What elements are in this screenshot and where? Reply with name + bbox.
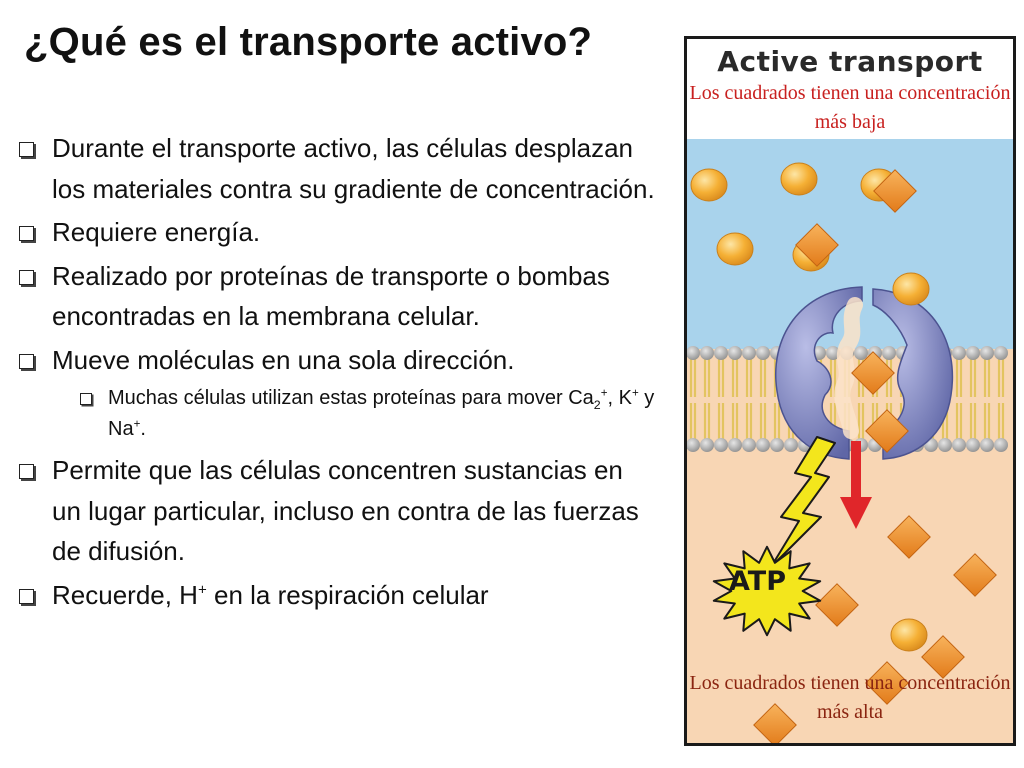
checkbox-bullet-icon	[19, 589, 34, 604]
lipid-head	[966, 438, 980, 452]
lipid-head	[952, 438, 966, 452]
bullet-item	[16, 340, 656, 381]
solute-circle	[893, 273, 929, 305]
checkbox-bullet-icon	[19, 142, 34, 157]
sub-bullet-text: Muchas células utilizan estas proteínas para mover $Ca_2^+$, K+ y Na+.	[108, 386, 655, 440]
bullet-item	[16, 128, 656, 209]
diagram-drawing	[687, 39, 1013, 743]
solute-circle	[891, 619, 927, 651]
bullet-text: Recuerde, H+ en la respiración celular	[52, 579, 489, 610]
checkbox-bullet-icon	[80, 393, 92, 405]
lipid-head	[784, 438, 798, 452]
lipid-head	[770, 438, 784, 452]
lipid-head	[714, 438, 728, 452]
bullet-list	[16, 128, 656, 618]
page-title: ¿Qué es el transporte activo?	[24, 20, 593, 64]
lipid-head	[966, 346, 980, 360]
lipid-head	[882, 346, 896, 360]
lipid-head	[756, 438, 770, 452]
lipid-head	[980, 346, 994, 360]
lipid-head	[994, 438, 1008, 452]
arrow-shaft	[851, 441, 861, 501]
atp-label: ATP	[729, 566, 787, 597]
bullet-item	[16, 575, 656, 616]
bullet-item	[16, 256, 656, 337]
protein-channel	[842, 305, 855, 431]
checkbox-bullet-icon	[19, 270, 34, 285]
lipid-head	[742, 346, 756, 360]
bullet-item	[16, 450, 656, 572]
bullet-item	[16, 212, 656, 253]
lipid-head	[756, 346, 770, 360]
bullet-text: Realizado por proteínas de transporte o bombas encontradas en la membrana celular.	[52, 260, 610, 331]
lipid-head	[854, 346, 868, 360]
lipid-head	[700, 346, 714, 360]
solute-circle	[717, 233, 753, 265]
lipid-head	[980, 438, 994, 452]
bullet-text: Requiere energía.	[52, 217, 261, 247]
lipid-head	[700, 438, 714, 452]
lipid-head	[742, 438, 756, 452]
lipid-head	[728, 438, 742, 452]
bullet-text: Permite que las células concentren sustancias en un lugar particular, incluso en contra de las fuerzas de difusión.	[52, 455, 639, 566]
bullet-text: Durante el transporte activo, las células desplazan los materiales contra su gradiente de concentración.	[52, 133, 655, 204]
lipid-head	[728, 346, 742, 360]
checkbox-bullet-icon	[19, 464, 34, 479]
bottom-concentration-label: Los cuadrados tienen una concentración más alta	[689, 672, 1011, 723]
lipid-head	[952, 346, 966, 360]
checkbox-bullet-icon	[19, 354, 34, 369]
lipid-head	[714, 346, 728, 360]
checkbox-bullet-icon	[19, 226, 34, 241]
solute-circle	[781, 163, 817, 195]
lipid-head	[938, 438, 952, 452]
diagram-heading: Active transport	[717, 45, 983, 78]
lipid-head	[994, 346, 1008, 360]
bullet-text: Mueve moléculas en una sola dirección.	[52, 344, 515, 375]
sub-bullet-item	[16, 383, 656, 445]
top-concentration-label: Los cuadrados tienen una concentración más baja	[689, 82, 1011, 133]
active-transport-diagram	[684, 36, 1016, 746]
solute-circle	[691, 169, 727, 201]
